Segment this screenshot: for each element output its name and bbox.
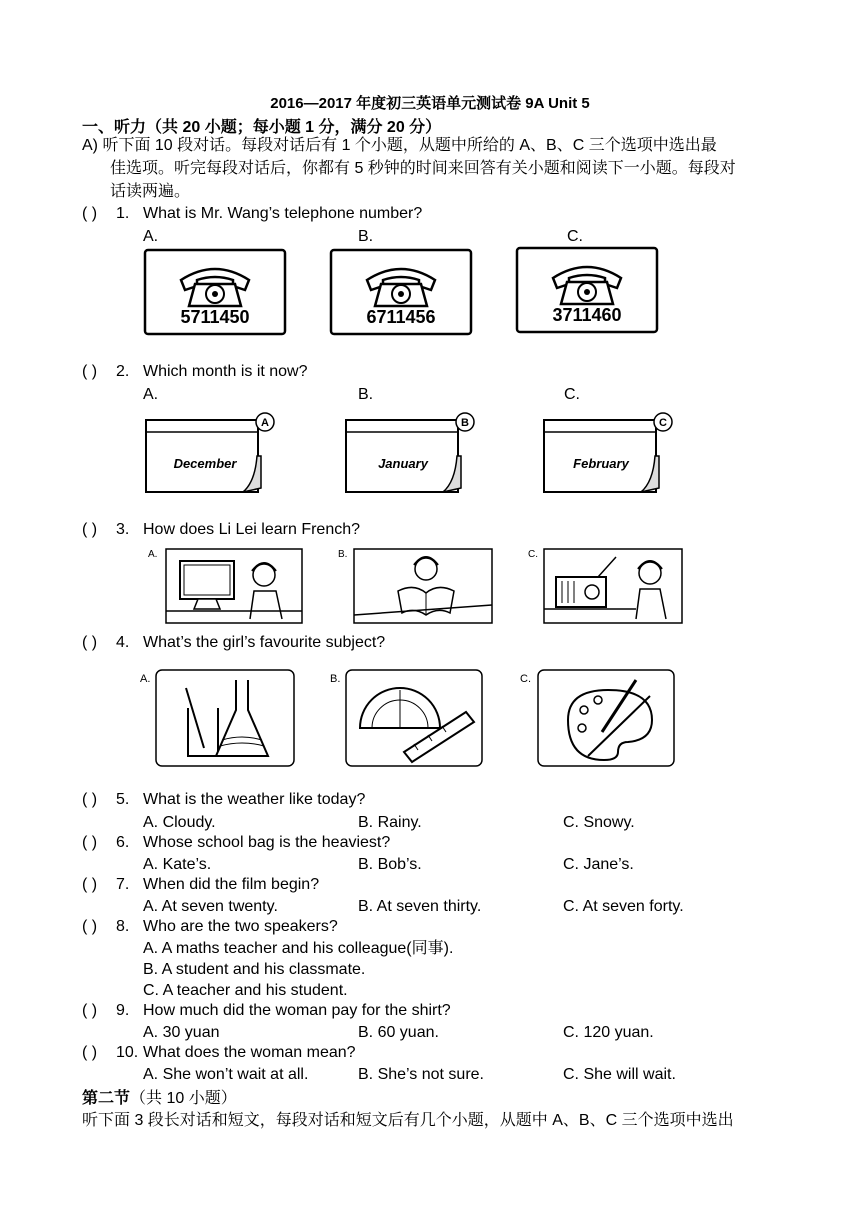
answer-bracket[interactable]: ( ) xyxy=(82,634,98,651)
telephone-icon xyxy=(367,269,435,306)
answer-bracket[interactable]: ( ) xyxy=(82,918,98,935)
question-text: What is Mr. Wang’s telephone number? xyxy=(143,205,423,222)
boy-icon xyxy=(414,557,438,580)
option-c: C. 120 yuan. xyxy=(563,1024,654,1041)
option-b: B. At seven thirty. xyxy=(358,898,482,915)
section2-count: （共 10 小题） xyxy=(130,1090,237,1107)
picture-radio-option-c xyxy=(526,545,686,625)
question-text: How does Li Lei learn French? xyxy=(143,521,361,538)
picture-maths-option-b xyxy=(328,668,488,770)
calendar-card-a xyxy=(143,410,279,496)
option-label-b: B. xyxy=(358,228,374,245)
question-text: What’s the girl’s favourite subject? xyxy=(143,634,386,651)
option-a: A. Cloudy. xyxy=(143,814,216,831)
option-label-c: C. xyxy=(567,228,583,245)
telephone-icon xyxy=(553,267,621,304)
option-a: A. At seven twenty. xyxy=(143,898,278,915)
question-text: When did the film begin? xyxy=(143,876,320,893)
answer-bracket[interactable]: ( ) xyxy=(82,205,98,222)
question-3 xyxy=(82,519,360,541)
option-label-b: B. xyxy=(358,386,374,403)
month-label-a: December xyxy=(173,456,237,471)
phone-card-b xyxy=(329,248,473,336)
section2-title: 第二节 xyxy=(82,1090,131,1107)
option-b: B. Bob’s. xyxy=(358,856,422,873)
option-label-a: A. xyxy=(143,228,159,245)
question-5 xyxy=(82,789,365,811)
question-number: 3. xyxy=(116,521,130,538)
phone-number-c: 3711460 xyxy=(552,305,622,325)
question-10 xyxy=(82,1042,356,1064)
option-label-a: A. xyxy=(143,386,159,403)
phone-card-c xyxy=(515,246,659,334)
answer-bracket[interactable]: ( ) xyxy=(82,876,98,893)
question-text: What is the weather like today? xyxy=(143,791,366,808)
question-2 xyxy=(82,361,308,383)
question-9 xyxy=(82,1000,451,1022)
picture-science-option-a xyxy=(138,668,298,770)
option-c: C. A teacher and his student. xyxy=(143,982,348,999)
option-c: C. She will wait. xyxy=(563,1066,676,1083)
option-c: C. Snowy. xyxy=(563,814,635,831)
question-number: 6. xyxy=(116,834,130,851)
question-4 xyxy=(82,632,385,654)
answer-bracket[interactable]: ( ) xyxy=(82,1044,98,1061)
answer-bracket[interactable]: ( ) xyxy=(82,1002,98,1019)
instructions-line3: 话读两遍。 xyxy=(110,183,191,200)
picture-computer-option-a xyxy=(146,545,306,625)
option-a: A. Kate’s. xyxy=(143,856,212,873)
question-7 xyxy=(82,874,319,896)
option-b: B. 60 yuan. xyxy=(358,1024,439,1041)
option-label-c: C. xyxy=(520,673,531,685)
option-label-a: A. xyxy=(148,549,158,560)
question-number: 8. xyxy=(116,918,130,935)
option-label-a: A. xyxy=(140,673,151,685)
section2-instructions: 听下面 3 段长对话和短文，每段对话和短文后有几个小题，从题中 A、B、C 三个选项中选出 xyxy=(82,1112,734,1129)
question-1 xyxy=(82,203,422,225)
answer-bracket[interactable]: ( ) xyxy=(82,791,98,808)
phone-number-b: 6711456 xyxy=(366,307,436,327)
page-title: 2016—2017 年度初三英语单元测试卷 9A Unit 5 xyxy=(270,95,590,112)
answer-bracket[interactable]: ( ) xyxy=(82,834,98,851)
option-a: A. 30 yuan xyxy=(143,1024,220,1041)
option-a: A. A maths teacher and his colleague(同事). xyxy=(143,940,454,957)
option-label-b: B. xyxy=(330,673,341,685)
picture-book-option-b xyxy=(336,545,496,625)
calendar-card-c xyxy=(541,410,677,496)
question-number: 4. xyxy=(116,634,130,651)
option-b: B. Rainy. xyxy=(358,814,422,831)
badge-b: B xyxy=(461,417,469,429)
part-a-instructions xyxy=(82,134,782,203)
instructions-line1: A) 听下面 10 段对话。每段对话后有 1 个小题，从题中所给的 A、B、C 三个选项中选出最 xyxy=(82,137,717,154)
option-b: B. A student and his classmate. xyxy=(143,961,366,978)
option-label-c: C. xyxy=(528,549,538,560)
month-label-c: February xyxy=(573,456,629,471)
picture-art-option-c xyxy=(518,668,678,770)
answer-bracket[interactable]: ( ) xyxy=(82,363,98,380)
question-number: 9. xyxy=(116,1002,130,1019)
question-text: How much did the woman pay for the shirt? xyxy=(143,1002,451,1019)
option-label-b: B. xyxy=(338,549,348,560)
question-8 xyxy=(82,916,338,938)
telephone-icon xyxy=(181,269,249,306)
badge-a: A xyxy=(261,417,269,429)
option-c: C. Jane’s. xyxy=(563,856,634,873)
question-6 xyxy=(82,832,390,854)
section2-heading xyxy=(82,1085,237,1108)
question-text: Who are the two speakers? xyxy=(143,918,338,935)
section1-heading: 一、听力（共 20 小题；每小题 1 分，满分 20 分） xyxy=(82,119,442,136)
answer-bracket[interactable]: ( ) xyxy=(82,521,98,538)
question-number: 5. xyxy=(116,791,130,808)
phone-number-a: 5711450 xyxy=(180,307,250,327)
question-number: 2. xyxy=(116,363,130,380)
question-text: Which month is it now? xyxy=(143,363,308,380)
phone-card-a xyxy=(143,248,287,336)
month-label-b: January xyxy=(378,456,428,471)
option-c: C. At seven forty. xyxy=(563,898,684,915)
question-text: What does the woman mean? xyxy=(143,1044,356,1061)
calendar-card-b xyxy=(343,410,479,496)
option-a: A. She won’t wait at all. xyxy=(143,1066,309,1083)
question-number: 7. xyxy=(116,876,130,893)
badge-c: C xyxy=(659,417,667,429)
question-number: 10. xyxy=(116,1044,139,1061)
question-text: Whose school bag is the heaviest? xyxy=(143,834,391,851)
option-b: B. She’s not sure. xyxy=(358,1066,484,1083)
instructions-line2: 佳选项。听完每段对话后，你都有 5 秒钟的时间来回答有关小题和阅读下一小题。每段对 xyxy=(110,160,736,177)
question-number: 1. xyxy=(116,205,130,222)
option-label-c: C. xyxy=(564,386,580,403)
